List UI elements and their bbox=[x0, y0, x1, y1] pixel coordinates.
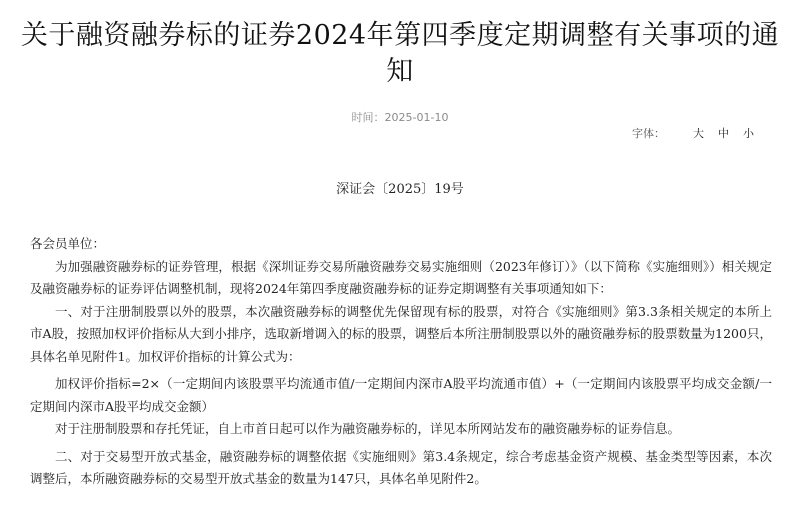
paragraph-section-1: 一、对于注册制股票以外的股票，本次融资融券标的调整优先保留现有标的股票，对符合《实施细则》第3.3条相关规定的本所上市A股，按照加权评价指标从大到小排序，选取新增调入的标的股票，调整后本所注册制股票以外的融资融券标的股票数量为1200只，具体名单见附件1。加权评价指标的计算公式为： bbox=[30, 303, 772, 364]
article-title: 关于融资融券标的证券2024年第四季度定期调整有关事项的通知 bbox=[20, 20, 780, 87]
salutation: 各会员单位： bbox=[30, 236, 106, 251]
paragraph-intro: 为加强融资融券标的证券管理，根据《深圳证券交易所融资融券交易实施细则（2023年修订）》（以下简称《实施细则》）相关规定及融资融券标的证券评估调整机制，现将2024年第四季度融资融券标的证券定期调整有关事项通知如下： bbox=[30, 258, 772, 296]
document-number: 深证会〔2025〕19号 bbox=[336, 182, 464, 197]
font-size-large-button[interactable]: 大 bbox=[693, 127, 704, 140]
publish-time-value: 2025-01-10 bbox=[384, 111, 449, 124]
paragraph-formula: 加权评价指标=2×（一定期间内该股票平均流通市值/一定期间内深市A股平均流通市值）+（一定期间内该股票平均成交金额/一定期间内深市A股平均成交金额） bbox=[30, 376, 772, 414]
article-body bbox=[30, 233, 772, 491]
font-size-small-button[interactable]: 小 bbox=[743, 127, 754, 140]
font-size-label: 字体： bbox=[632, 127, 665, 140]
publish-time-label: 时间： bbox=[351, 111, 385, 124]
paragraph-section-2: 二、对于交易型开放式基金，融资融券标的调整依据《实施细则》第3.4条规定，综合考虑基金资产规模、基金类型等因素，本次调整后，本所融资融券标的交易型开放式基金的数量为147只，具体名单见附件2。 bbox=[30, 448, 772, 486]
font-size-medium-button[interactable]: 中 bbox=[718, 127, 729, 140]
paragraph-registration: 对于注册制股票和存托凭证，自上市首日起可以作为融资融券标的，详见本所网站发布的融资融券标的证券信息。 bbox=[55, 421, 681, 436]
publish-time bbox=[0, 109, 800, 125]
font-size-switcher bbox=[632, 125, 754, 141]
